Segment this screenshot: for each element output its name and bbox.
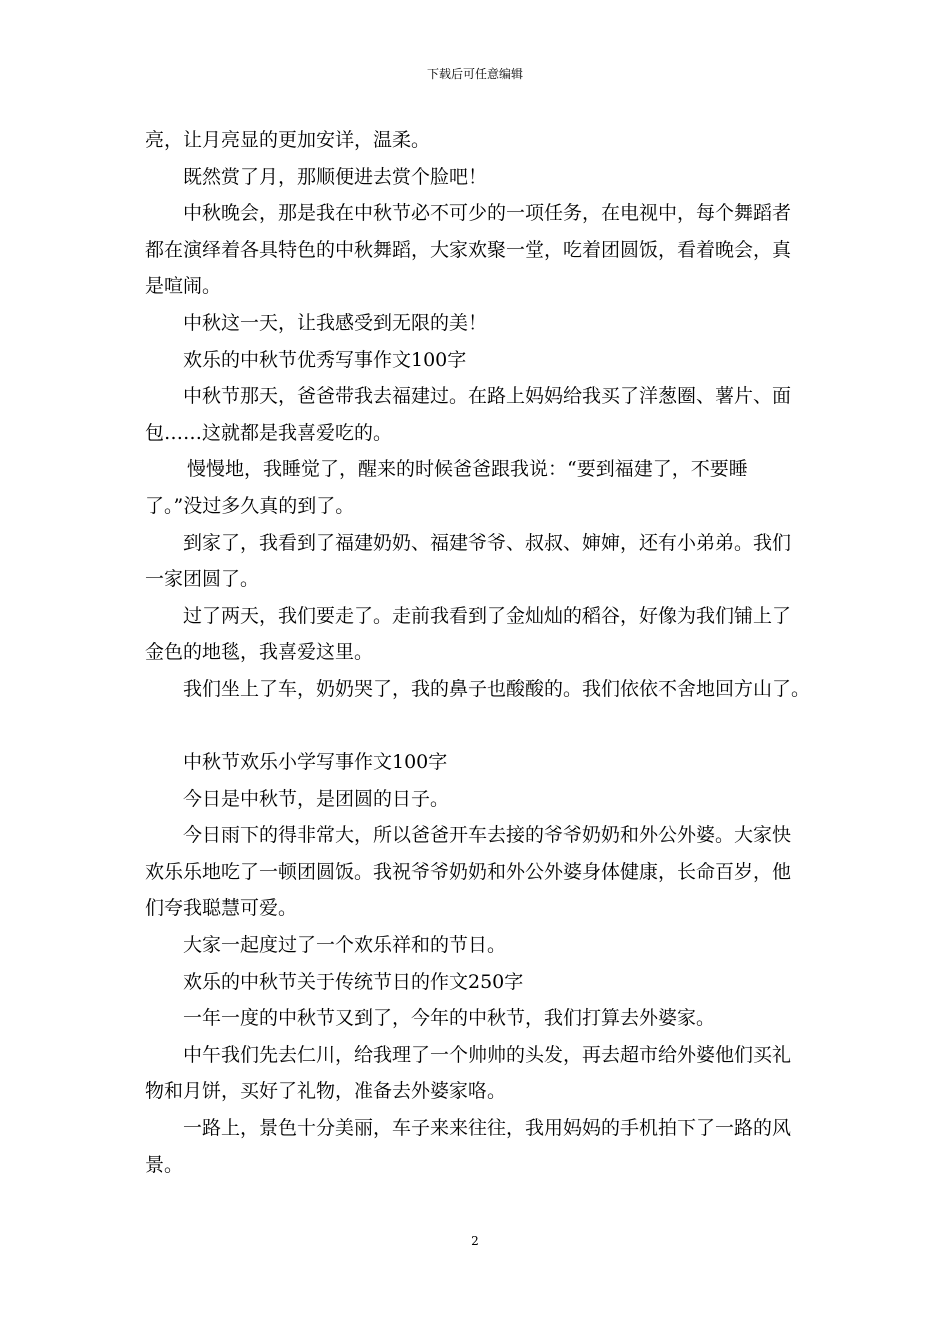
paragraph-first-line-text: 我们坐上了车，奶奶哭了，我的鼻子也酸酸的。我们依依不舍地回方山了。 (183, 677, 811, 700)
paragraph-first-line-text: 一年一度的中秋节又到了，今年的中秋节，我们打算去外婆家。 (183, 1007, 716, 1030)
paragraph (145, 342, 817, 379)
paragraph-first-line-text: 欢乐的中秋节关于传统节日的作文250字 (183, 970, 524, 993)
paragraph-line (145, 781, 817, 818)
paragraph (145, 964, 817, 1001)
paragraph-line (145, 1000, 817, 1037)
paragraph-first-line-text: 中秋晚会，那是我在中秋节必不可少的一项任务，在电视中，每个舞蹈者 (183, 202, 792, 225)
paragraph-line (145, 927, 817, 964)
paragraph-line: 包……这就都是我喜爱吃的。 (145, 421, 393, 444)
paragraph-line (145, 598, 817, 635)
paragraph-line (145, 964, 817, 1001)
paragraph (145, 525, 817, 598)
paragraph (145, 744, 817, 781)
paragraph-line: 欢乐乐地吃了一顿团圆饭。我祝爷爷奶奶和外公外婆身体健康，长命百岁，他 (145, 860, 792, 883)
paragraph (145, 781, 817, 818)
paragraph (145, 817, 817, 927)
paragraph-line (145, 1110, 817, 1147)
paragraph-line: 们夸我聪慧可爱。 (145, 897, 298, 920)
paragraph (145, 122, 817, 159)
paragraph-line (145, 195, 817, 232)
paragraph-line: 景。 (145, 1153, 184, 1176)
paragraph (145, 378, 817, 451)
paragraph (145, 159, 817, 196)
paragraph-first-line-text: 慢慢地，我睡觉了，醒来的时候爸爸跟我说：“要到福建了，不要睡 (187, 458, 748, 481)
paragraph-line (145, 525, 817, 562)
page-number: 2 (471, 1234, 479, 1248)
paragraph-first-line-text: 中午我们先去仁川，给我理了一个帅帅的头发，再去超市给外婆他们买礼 (183, 1043, 792, 1066)
paragraph-line (145, 1037, 817, 1074)
paragraph-line (145, 744, 817, 781)
paragraph-line: 了。”没过多久真的到了。 (145, 494, 355, 517)
paragraph-first-line-text: 大家一起度过了一个欢乐祥和的节日。 (183, 934, 507, 957)
paragraph-first-line-text: 既然赏了月，那顺便进去赏个脸吧！ (183, 165, 488, 188)
paragraph (145, 598, 817, 671)
paragraph-first-line-text: 中秋这一天，让我感受到无限的美！ (183, 311, 488, 334)
paragraph-line (145, 451, 817, 488)
paragraph-first-line-text: 欢乐的中秋节优秀写事作文100字 (183, 348, 467, 371)
paragraph-line: 一家团圆了。 (145, 568, 260, 591)
paragraph (145, 1037, 817, 1110)
paragraph-line (145, 159, 817, 196)
paragraph-first-line-text: 今日雨下的得非常大，所以爸爸开车去接的爷爷奶奶和外公外婆。大家快 (183, 824, 792, 847)
paragraph-line: 物和月饼，买好了礼物，准备去外婆家咯。 (145, 1080, 507, 1103)
paragraph (145, 1000, 817, 1037)
paragraph (145, 305, 817, 342)
paragraph-line (145, 671, 817, 708)
paragraph-line (145, 305, 817, 342)
paragraph (145, 927, 817, 964)
document-body (145, 122, 817, 1183)
paragraph (145, 195, 817, 305)
paragraph (145, 671, 817, 708)
paragraph-first-line-text: 到家了，我看到了福建奶奶、福建爷爷、叔叔、婶婶，还有小弟弟。我们 (183, 531, 792, 554)
paragraph-line: 金色的地毯，我喜爱这里。 (145, 641, 374, 664)
page-header: 下载后可任意编辑 (426, 67, 523, 81)
paragraph-line (145, 342, 817, 379)
paragraph-line (145, 817, 817, 854)
paragraph-line: 都在演绎着各具特色的中秋舞蹈，大家欢聚一堂，吃着团圆饭，看着晚会，真 (145, 238, 792, 261)
paragraph-line: 是喧闹。 (145, 275, 222, 298)
paragraph-first-line-text: 今日是中秋节，是团圆的日子。 (183, 787, 450, 810)
paragraph (145, 451, 817, 524)
paragraph-line: 亮，让月亮显的更加安详，温柔。 (145, 129, 431, 151)
paragraph-first-line-text: 中秋节那天，爸爸带我去福建过。在路上妈妈给我买了洋葱圈、薯片、面 (183, 385, 792, 408)
paragraph-first-line-text: 一路上，景色十分美丽，车子来来往往，我用妈妈的手机拍下了一路的风 (183, 1117, 792, 1140)
paragraph-first-line-text: 过了两天，我们要走了。走前我看到了金灿灿的稻谷，好像为我们铺上了 (183, 604, 792, 627)
blank-line (145, 708, 817, 745)
paragraph-first-line-text: 中秋节欢乐小学写事作文100字 (183, 751, 448, 774)
paragraph (145, 1110, 817, 1183)
paragraph-line (145, 378, 817, 415)
